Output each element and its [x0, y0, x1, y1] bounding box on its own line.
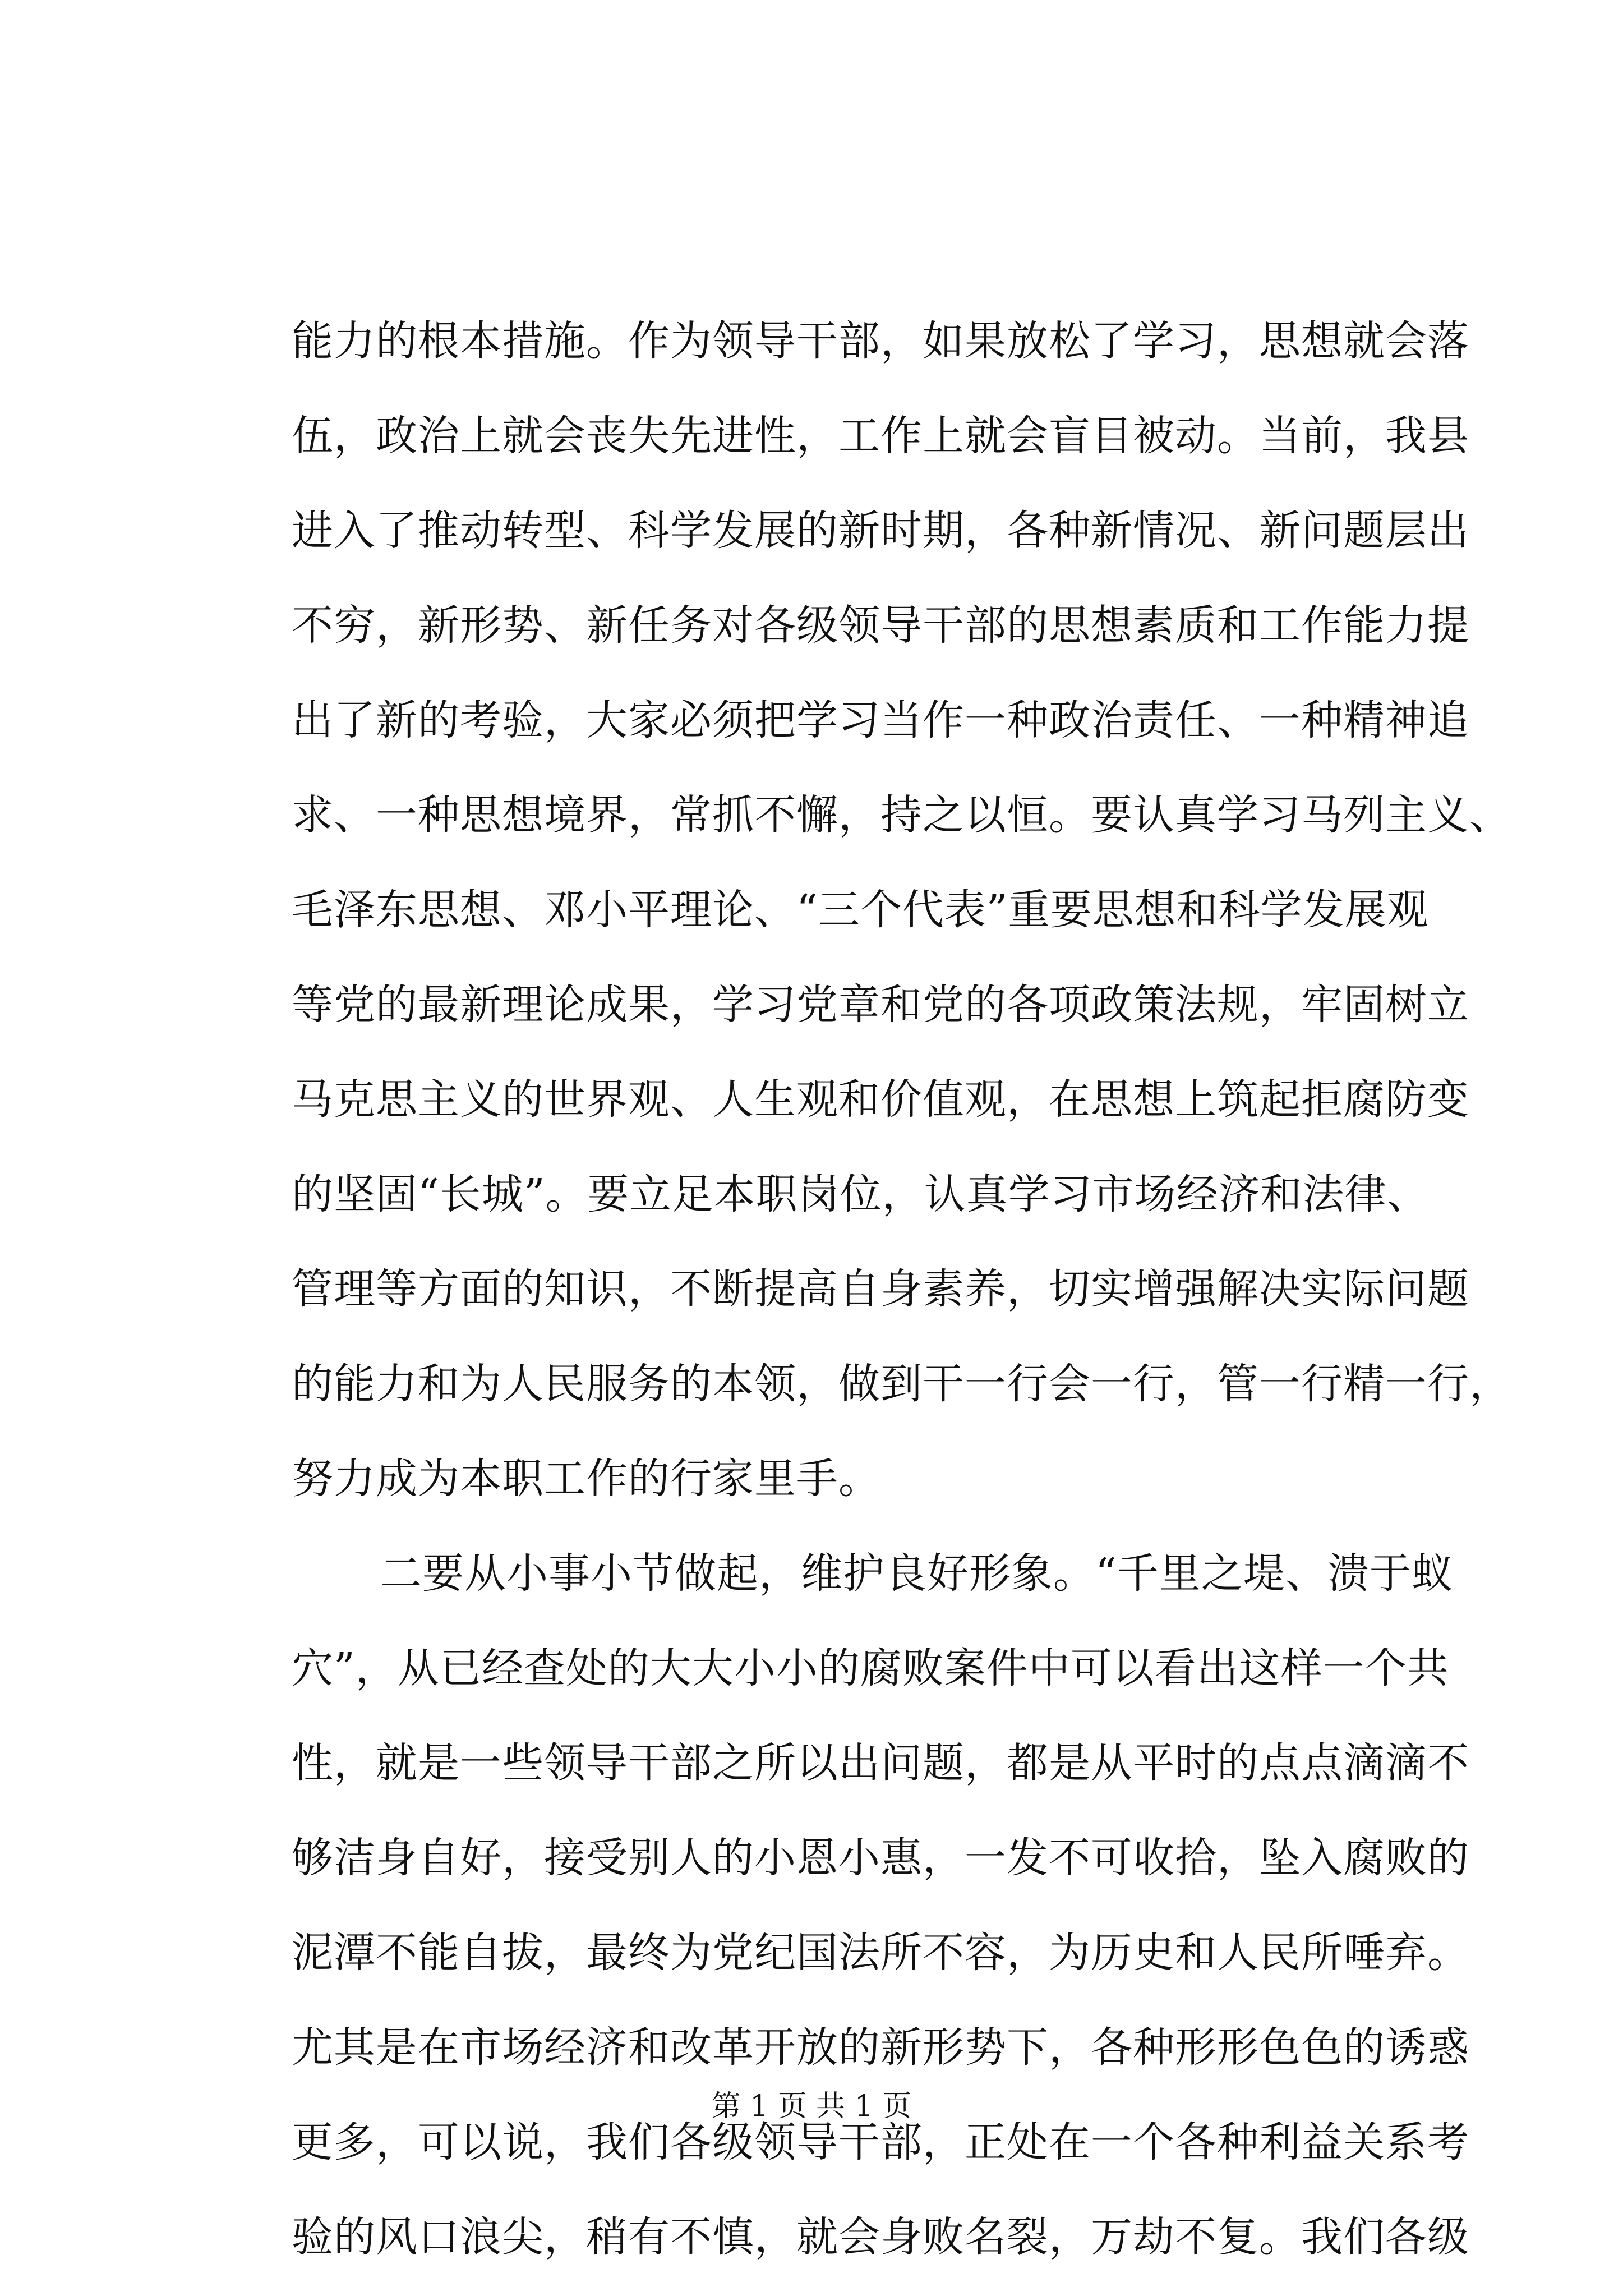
paragraph-1-line: 伍，政治上就会丧失先进性，工作上就会盲目被动。当前，我县 — [292, 412, 1469, 460]
document-body — [292, 294, 1511, 2285]
paragraph-1-line: 马克思主义的世界观、人生观和价值观，在思想上筑起拒腐防变 — [292, 1075, 1469, 1124]
paragraph-1-line: 管理等方面的知识，不断提高自身素养，切实增强解决实际问题 — [292, 1265, 1469, 1313]
paragraph-1-line: 的能力和为人民服务的本领，做到干一行会一行，管一行精一行， — [292, 1360, 1511, 1408]
paragraph-1-line: 等党的最新理论成果，学习党章和党的各项政策法规，牢固树立 — [292, 981, 1469, 1029]
paragraph-1-line: 求、一种思想境界，常抓不懈，持之以恒。要认真学习马列主义、 — [292, 791, 1511, 839]
paragraph-2-line: 性，就是一些领导干部之所以出问题，都是从平时的点点滴滴不 — [292, 1739, 1469, 1787]
paragraph-2-line: 泥潭不能自拔，最终为党纪国法所不容，为历史和人民所唾弃。 — [292, 1929, 1469, 1977]
paragraph-1-line: 出了新的考验，大家必须把学习当作一种政治责任、一种精神追 — [292, 696, 1469, 744]
paragraph-1-line: 不穷，新形势、新任务对各级领导干部的思想素质和工作能力提 — [292, 601, 1469, 650]
page-number-label: 第 1 页 共 1 页 — [711, 2090, 912, 2123]
paragraph-2-line: 更多，可以说，我们各级领导干部，正处在一个各种利益关系考 — [292, 2118, 1469, 2166]
paragraph-1-line: 能力的根本措施。作为领导干部，如果放松了学习，思想就会落 — [292, 317, 1469, 365]
paragraph-2-line: 穴”，从已经查处的大大小小的腐败案件中可以看出这样一个共 — [292, 1644, 1449, 1692]
paragraph-2-line: 够洁身自好，接受别人的小恩小惠，一发不可收拾，坠入腐败的 — [292, 1834, 1469, 1882]
paragraph-1-line: 的坚固“长城”。要立足本职岗位，认真学习市场经济和法律、 — [292, 1170, 1429, 1218]
paragraph-2-line: 尤其是在市场经济和改革开放的新形势下，各种形形色色的诱惑 — [292, 2023, 1469, 2072]
paragraph-1-last-line: 努力成为本职工作的行家里手。 — [292, 1455, 880, 1503]
paragraph-1-line: 毛泽东思想、邓小平理论、“三个代表”重要思想和科学发展观 — [292, 886, 1429, 934]
page-footer — [0, 2087, 1623, 2126]
paragraph-1-line: 进入了推动转型、科学发展的新时期，各种新情况、新问题层出 — [292, 507, 1469, 555]
paragraph-2-first-line: 二要从小事小节做起，维护良好形象。“千里之堤、溃于蚁 — [380, 1549, 1454, 1598]
paragraph-2-line: 验的风口浪尖，稍有不慎，就会身败名裂，万劫不复。我们各级 — [292, 2213, 1469, 2261]
